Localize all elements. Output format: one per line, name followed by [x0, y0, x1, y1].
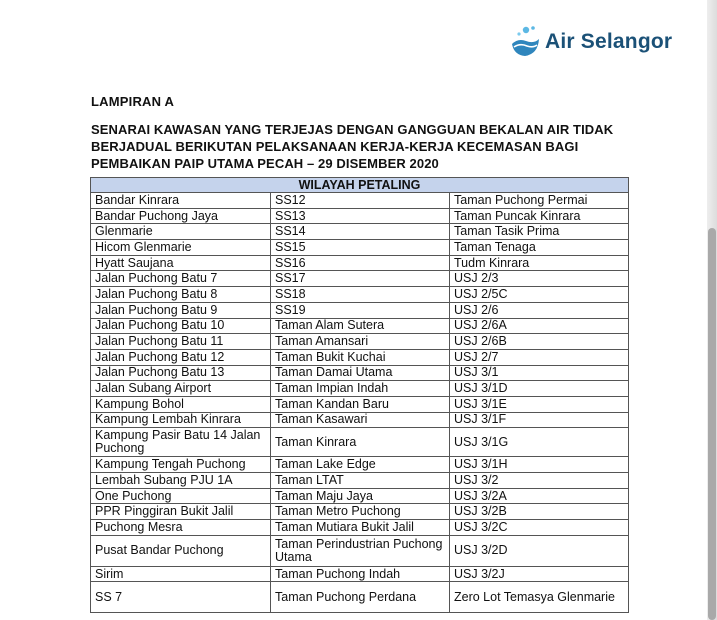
- heading-line: PEMBAIKAN PAIP UTAMA PECAH – 29 DISEMBER 2020: [91, 156, 439, 171]
- table-cell: Kampung Lembah Kinrara: [91, 412, 271, 428]
- appendix-label: LAMPIRAN A: [91, 94, 175, 109]
- table-cell: Hicom Glenmarie: [91, 240, 271, 256]
- table-cell: Jalan Puchong Batu 9: [91, 302, 271, 318]
- table-row: [91, 334, 629, 350]
- table-row: [91, 240, 629, 256]
- table-cell: Taman Kinrara: [271, 428, 450, 457]
- table-row: [91, 428, 629, 457]
- table-cell: Kampung Pasir Batu 14 Jalan Puchong: [91, 428, 271, 457]
- water-drop-icon: [508, 24, 542, 60]
- scrollbar-track[interactable]: [707, 0, 717, 620]
- table-cell: SS18: [271, 287, 450, 303]
- table-row: [91, 504, 629, 520]
- table-cell: Taman Puchong Permai: [450, 193, 629, 209]
- table-cell: Puchong Mesra: [91, 520, 271, 536]
- table-row: [91, 381, 629, 397]
- table-cell: USJ 2/6: [450, 302, 629, 318]
- table-cell: Glenmarie: [91, 224, 271, 240]
- table-header-region: WILAYAH PETALING: [91, 178, 629, 193]
- table-cell: Jalan Puchong Batu 12: [91, 349, 271, 365]
- table-cell: One Puchong: [91, 488, 271, 504]
- table-cell: SS19: [271, 302, 450, 318]
- table-row: [91, 349, 629, 365]
- table-cell: Sirim: [91, 566, 271, 582]
- scrollbar-thumb[interactable]: [708, 228, 716, 620]
- table-cell: Jalan Puchong Batu 8: [91, 287, 271, 303]
- table-cell: Kampung Bohol: [91, 396, 271, 412]
- table-cell: Taman Impian Indah: [271, 381, 450, 397]
- table-cell: Taman Mutiara Bukit Jalil: [271, 520, 450, 536]
- table-cell: USJ 2/6A: [450, 318, 629, 334]
- table-cell: USJ 2/6B: [450, 334, 629, 350]
- table-cell: Taman Perindustrian Puchong Utama: [271, 535, 450, 566]
- table-cell: Taman Metro Puchong: [271, 504, 450, 520]
- table-row: [91, 224, 629, 240]
- table-cell: Taman Kandan Baru: [271, 396, 450, 412]
- table-row: [91, 302, 629, 318]
- table-cell: Jalan Puchong Batu 10: [91, 318, 271, 334]
- table-row: [91, 396, 629, 412]
- table-cell: USJ 3/2J: [450, 566, 629, 582]
- table-cell: Pusat Bandar Puchong: [91, 535, 271, 566]
- table-cell: Taman Tenaga: [450, 240, 629, 256]
- table-cell: USJ 3/2D: [450, 535, 629, 566]
- table-row: [91, 566, 629, 582]
- table-cell: Taman Maju Jaya: [271, 488, 450, 504]
- table-cell: PPR Pinggiran Bukit Jalil: [91, 504, 271, 520]
- table-row: [91, 582, 629, 613]
- table-row: [91, 473, 629, 489]
- air-selangor-logo: [508, 22, 672, 62]
- table-cell: SS16: [271, 255, 450, 271]
- table-row: [91, 520, 629, 536]
- table-cell: Jalan Puchong Batu 7: [91, 271, 271, 287]
- table-cell: Taman Alam Sutera: [271, 318, 450, 334]
- table-cell: USJ 3/2B: [450, 504, 629, 520]
- heading-line: SENARAI KAWASAN YANG TERJEJAS DENGAN GANGGUAN BEKALAN AIR TIDAK: [91, 122, 614, 137]
- table-cell: Taman Puchong Indah: [271, 566, 450, 582]
- table-cell: Bandar Puchong Jaya: [91, 208, 271, 224]
- table-cell: Jalan Subang Airport: [91, 381, 271, 397]
- table-cell: Taman LTAT: [271, 473, 450, 489]
- table-cell: SS12: [271, 193, 450, 209]
- table-cell: SS13: [271, 208, 450, 224]
- table-cell: USJ 3/2A: [450, 488, 629, 504]
- table-cell: USJ 2/7: [450, 349, 629, 365]
- table-cell: SS17: [271, 271, 450, 287]
- table-row: [91, 365, 629, 381]
- table-cell: USJ 3/1G: [450, 428, 629, 457]
- table-cell: Taman Lake Edge: [271, 457, 450, 473]
- table-row: [91, 255, 629, 271]
- affected-areas-table: [90, 177, 629, 613]
- table-row: [91, 457, 629, 473]
- table-cell: Taman Amansari: [271, 334, 450, 350]
- table-cell: SS 7: [91, 582, 271, 613]
- table-row: [91, 488, 629, 504]
- table-cell: Taman Damai Utama: [271, 365, 450, 381]
- table-cell: Jalan Puchong Batu 13: [91, 365, 271, 381]
- table-cell: USJ 3/1H: [450, 457, 629, 473]
- table-cell: Hyatt Saujana: [91, 255, 271, 271]
- table-cell: Taman Tasik Prima: [450, 224, 629, 240]
- table-cell: USJ 3/2C: [450, 520, 629, 536]
- table-cell: Lembah Subang PJU 1A: [91, 473, 271, 489]
- table-cell: Taman Puchong Perdana: [271, 582, 450, 613]
- table-row: [91, 287, 629, 303]
- document-heading: [91, 121, 651, 172]
- table-cell: SS15: [271, 240, 450, 256]
- table-cell: Jalan Puchong Batu 11: [91, 334, 271, 350]
- table-cell: SS14: [271, 224, 450, 240]
- table-cell: Taman Kasawari: [271, 412, 450, 428]
- logo-text: Air Selangor: [545, 30, 673, 53]
- table-cell: USJ 3/1F: [450, 412, 629, 428]
- table-row: [91, 208, 629, 224]
- table-cell: USJ 3/1: [450, 365, 629, 381]
- table-cell: Kampung Tengah Puchong: [91, 457, 271, 473]
- table-cell: Zero Lot Temasya Glenmarie: [450, 582, 629, 613]
- table-row: [91, 318, 629, 334]
- table-cell: Bandar Kinrara: [91, 193, 271, 209]
- table-cell: USJ 3/2: [450, 473, 629, 489]
- table-cell: USJ 2/5C: [450, 287, 629, 303]
- table-row: [91, 193, 629, 209]
- table-row: [91, 412, 629, 428]
- table-row: [91, 535, 629, 566]
- table-cell: Tudm Kinrara: [450, 255, 629, 271]
- table-cell: USJ 3/1D: [450, 381, 629, 397]
- heading-line: BERJADUAL BERIKUTAN PELAKSANAAN KERJA-KERJA KECEMASAN BAGI: [91, 139, 579, 154]
- table-cell: USJ 3/1E: [450, 396, 629, 412]
- table-cell: Taman Puncak Kinrara: [450, 208, 629, 224]
- table-row: [91, 271, 629, 287]
- table-cell: USJ 2/3: [450, 271, 629, 287]
- table-cell: Taman Bukit Kuchai: [271, 349, 450, 365]
